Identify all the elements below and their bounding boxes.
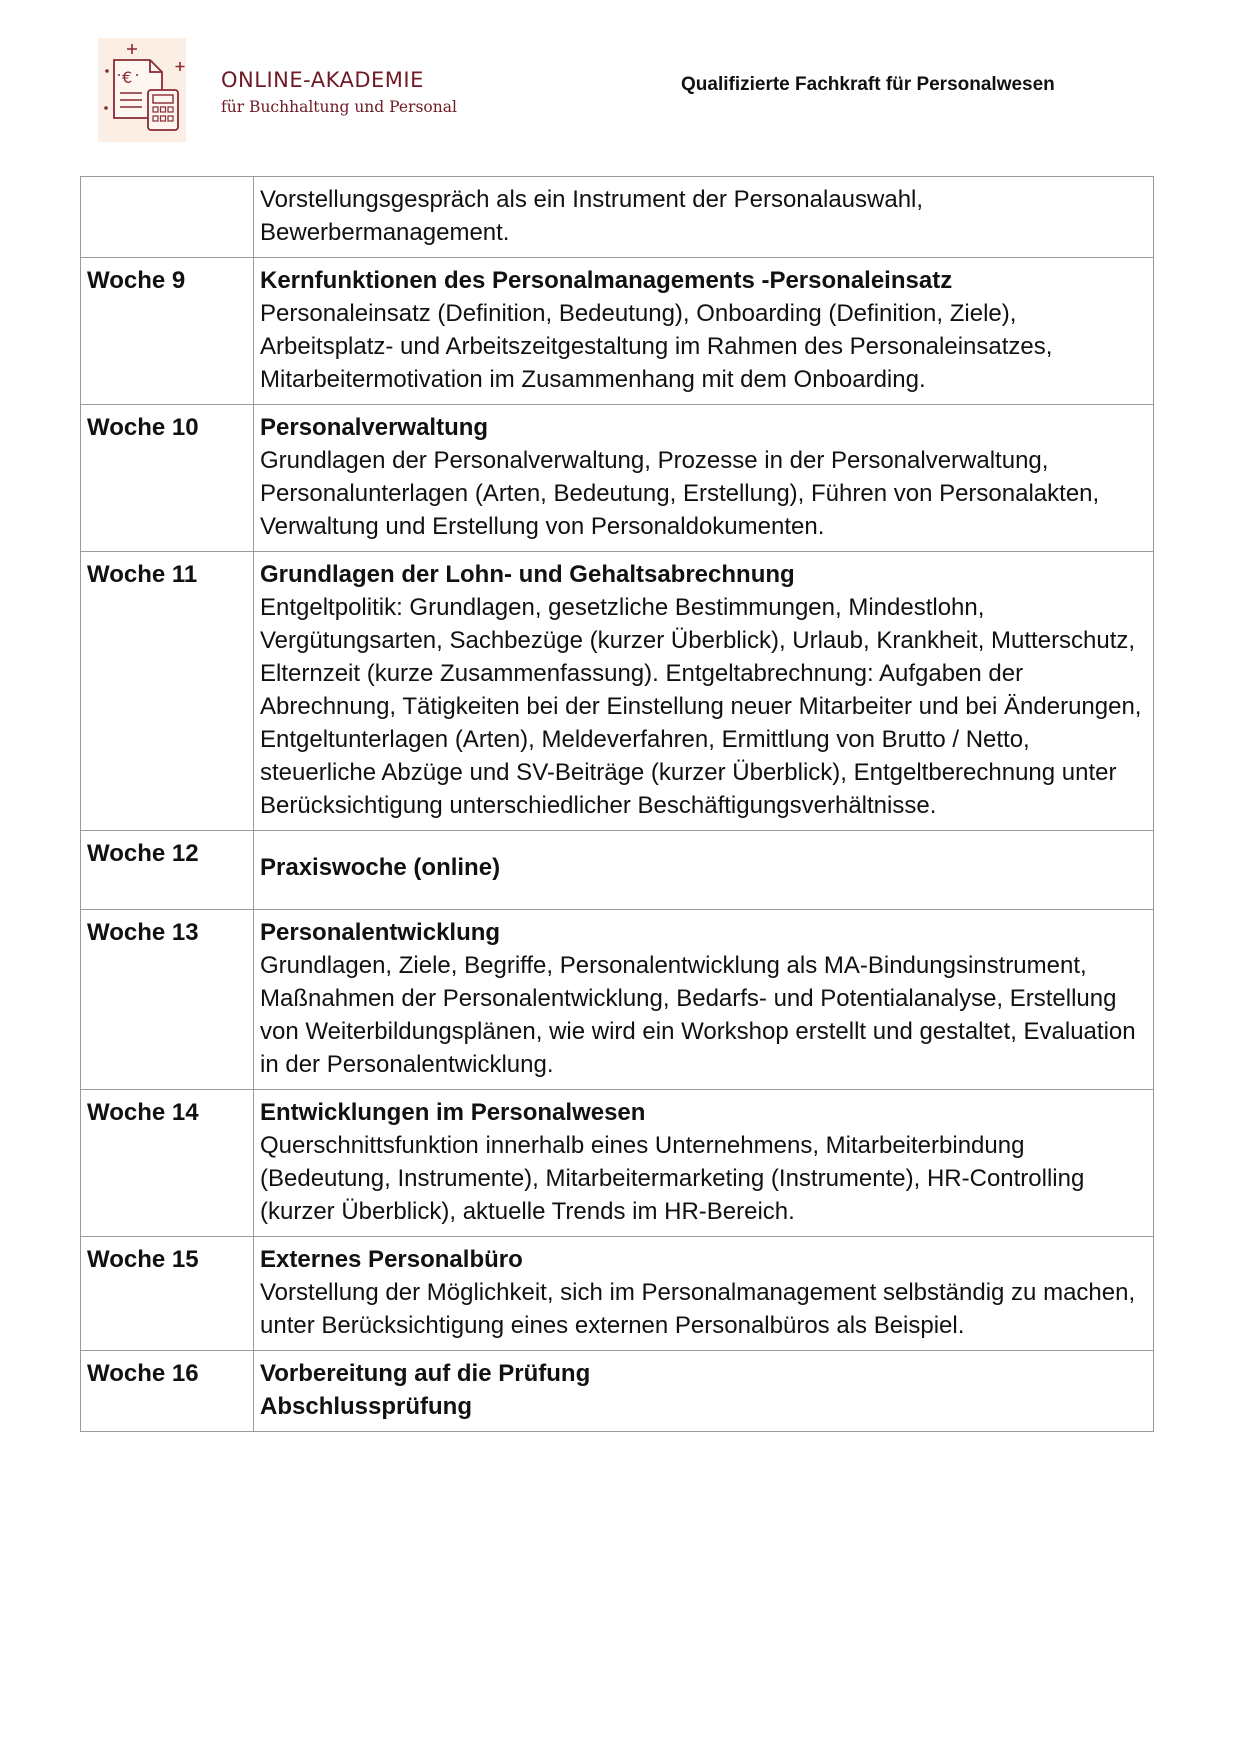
topic-title: Personalentwicklung	[260, 919, 501, 946]
topic-cell	[254, 552, 1154, 831]
table-row	[81, 1237, 1154, 1351]
table-row	[81, 1090, 1154, 1237]
topic-title: Personalverwaltung	[260, 414, 489, 441]
table-row	[81, 177, 1154, 258]
table-row	[81, 552, 1154, 831]
topic-cell	[254, 910, 1154, 1090]
topic-cell	[254, 1237, 1154, 1351]
topic-description: Grundlagen, Ziele, Begriffe, Personalentwicklung als MA-Bindungsinstrument, Maßnahmen der Personalentwicklung, Bedarfs- und Potentialanalyse, Erstellung von Weiterbildungsplänen, wie wird ein Workshop erstellt und gestaltet, Evaluation in der Personalentwicklung.	[260, 952, 1136, 1078]
topic-title-secondary: Abschlussprüfung	[260, 1393, 473, 1420]
topic-cell	[254, 405, 1154, 552]
table-row	[81, 831, 1154, 910]
document-title: Qualifizierte Fachkraft für Personalwesen	[681, 74, 1055, 95]
table-row	[81, 1351, 1154, 1432]
topic-description: Querschnittsfunktion innerhalb eines Unternehmens, Mitarbeiterbindung (Bedeutung, Instrumente), Mitarbeitermarketing (Instrumente), HR-Controlling (kurzer Überblick), aktuelle Trends im HR-Bereich.	[260, 1132, 1085, 1225]
table-row	[81, 910, 1154, 1090]
topic-title: Grundlagen der Lohn- und Gehaltsabrechnung	[260, 561, 795, 588]
logo-title: ONLINE-AKADEMIE	[221, 68, 424, 92]
topic-cell	[254, 258, 1154, 405]
document-calculator-icon	[98, 38, 186, 142]
topic-title: Kernfunktionen des Personalmanagements -Personaleinsatz	[260, 267, 953, 294]
topic-cell	[254, 1351, 1154, 1432]
topic-description: Grundlagen der Personalverwaltung, Prozesse in der Personalverwaltung, Personalunterlagen (Arten, Bedeutung, Erstellung), Führen von Personalakten, Verwaltung und Erstellung von Personaldokumenten.	[260, 447, 1100, 540]
week-cell: Woche 11	[81, 552, 254, 831]
svg-text:€: €	[122, 68, 133, 87]
topic-title: Entwicklungen im Personalwesen	[260, 1099, 646, 1126]
topic-cell	[254, 177, 1154, 258]
topic-title: Praxiswoche (online)	[260, 854, 501, 881]
table-row	[81, 258, 1154, 405]
week-cell: Woche 15	[81, 1237, 254, 1351]
week-cell: Woche 13	[81, 910, 254, 1090]
topic-title: Externes Personalbüro	[260, 1246, 523, 1273]
week-cell	[81, 177, 254, 258]
table-row	[81, 405, 1154, 552]
topic-description: Vorstellung der Möglichkeit, sich im Personalmanagement selbständig zu machen, unter Berücksichtigung eines externen Personalbüros als Beispiel.	[260, 1279, 1136, 1339]
week-cell: Woche 14	[81, 1090, 254, 1237]
logo-subtitle: für Buchhaltung und Personal	[221, 98, 457, 116]
logo	[98, 38, 186, 142]
topic-cell	[254, 831, 1154, 910]
topic-title: Vorbereitung auf die Prüfung	[260, 1360, 591, 1387]
week-cell: Woche 9	[81, 258, 254, 405]
week-cell: Woche 10	[81, 405, 254, 552]
week-cell: Woche 16	[81, 1351, 254, 1432]
topic-description: Vorstellungsgespräch als ein Instrument der Personalauswahl, Bewerbermanagement.	[260, 186, 924, 246]
topic-description: Entgeltpolitik: Grundlagen, gesetzliche Bestimmungen, Mindestlohn, Vergütungsarten, Sachbezüge (kurzer Überblick), Urlaub, Krankheit, Mutterschutz, Elternzeit (kurze Zusammenfassung). Entgeltabrechnung: Aufgaben der Abrechnung, Tätigkeiten bei der Einstellung neuer Mitarbeiter und bei Änderungen, Entgeltunterlagen (Arten), Meldeverfahren, Ermittlung von Brutto / Netto, steuerliche Abzüge und SV-Beiträge (kurzer Überblick), Entgeltberechnung unter Berücksichtigung unterschiedlicher Beschäftigungsverhältnisse.	[260, 594, 1142, 819]
schedule-table	[80, 176, 1154, 1432]
week-cell: Woche 12	[81, 831, 254, 910]
page-header	[0, 0, 1241, 160]
topic-description: Personaleinsatz (Definition, Bedeutung), Onboarding (Definition, Ziele), Arbeitsplatz- und Arbeitszeitgestaltung im Rahmen des Personaleinsatzes, Mitarbeitermotivation im Zusammenhang mit dem Onboarding.	[260, 300, 1053, 393]
topic-cell	[254, 1090, 1154, 1237]
